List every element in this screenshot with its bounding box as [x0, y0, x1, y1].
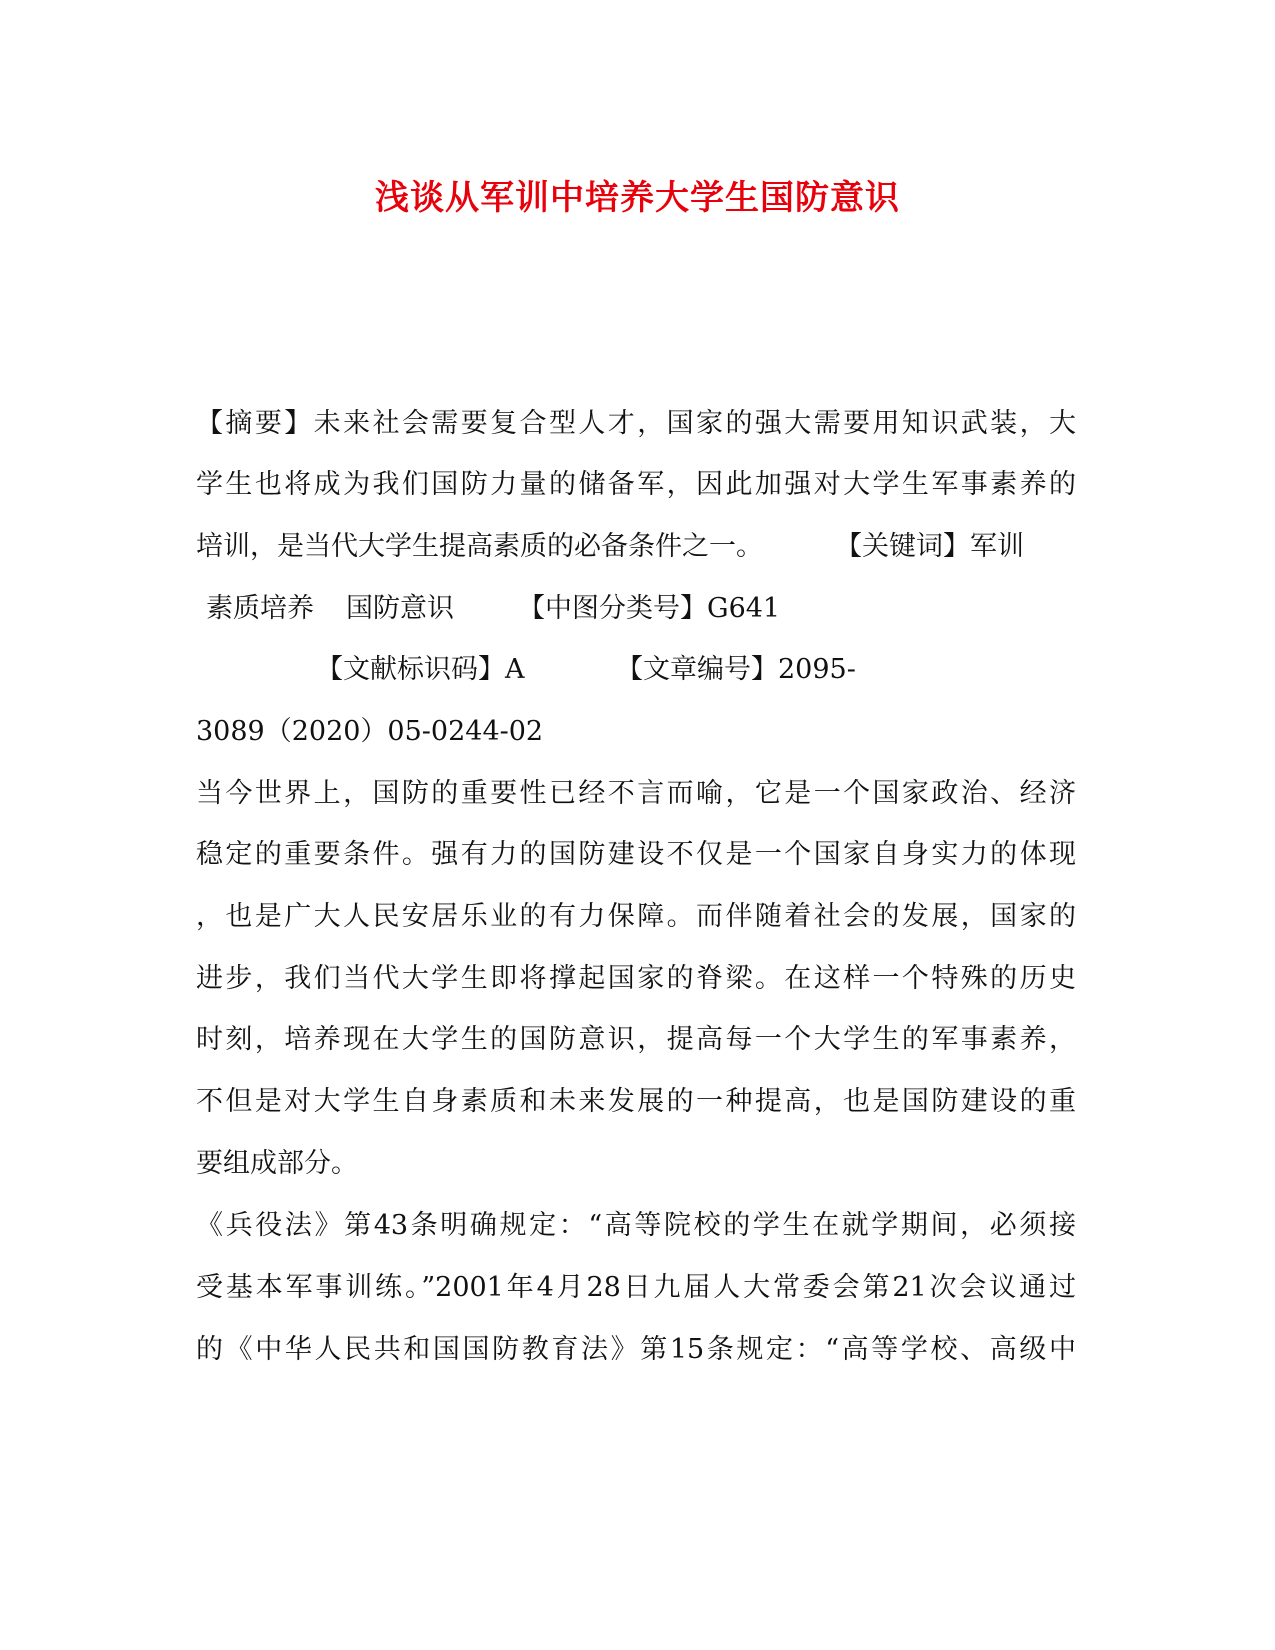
- body-line-10: 的《中华人民共和国国防教育法》第15条规定：“高等学校、高级中: [196, 1334, 1076, 1365]
- document-code: 【文献标识码】A: [316, 654, 525, 685]
- abstract-line-1: 【摘要】未来社会需要复合型人才，国家的强大需要用知识武装，大: [196, 408, 1076, 439]
- document-title: 浅谈从军训中培养大学生国防意识: [375, 178, 900, 218]
- keywords-label: 【关键词】军训: [835, 531, 1024, 562]
- abstract-line-2: 学生也将成为我们国防力量的储备军，因此加强对大学生军事素养的: [196, 469, 1076, 500]
- body-line-3: ，也是广大人民安居乐业的有力保障。而伴随着社会的发展，国家的: [196, 901, 1076, 932]
- keyword-national-defense-awareness: 国防意识: [346, 593, 454, 624]
- body-line-4: 进步，我们当代大学生即将撑起国家的脊梁。在这样一个特殊的历史: [196, 963, 1076, 994]
- body-line-8: 《兵役法》第43条明确规定：“高等院校的学生在就学期间，必须接: [196, 1210, 1076, 1241]
- body-line-7: 要组成部分。: [196, 1148, 358, 1179]
- article-number-continued: 3089（2020）05-0244-02: [196, 716, 544, 747]
- body-line-5: 时刻，培养现在大学生的国防意识，提高每一个大学生的军事素养，: [196, 1024, 1076, 1055]
- keyword-quality-training: 素质培养: [206, 593, 314, 624]
- classification-number: 【中图分类号】G641: [518, 593, 781, 624]
- body-line-9: 受基本军事训练。”2001年4月28日九届人大常委会第21次会议通过: [196, 1272, 1076, 1303]
- body-line-1: 当今世界上，国防的重要性已经不言而喻，它是一个国家政治、经济: [196, 778, 1076, 809]
- body-line-2: 稳定的重要条件。强有力的国防建设不仅是一个国家自身实力的体现: [196, 839, 1076, 870]
- abstract-line-3: 培训，是当代大学生提高素质的必备条件之一。: [196, 531, 763, 562]
- body-line-6: 不但是对大学生自身素质和未来发展的一种提高，也是国防建设的重: [196, 1086, 1076, 1117]
- article-number: 【文章编号】2095-: [616, 654, 856, 685]
